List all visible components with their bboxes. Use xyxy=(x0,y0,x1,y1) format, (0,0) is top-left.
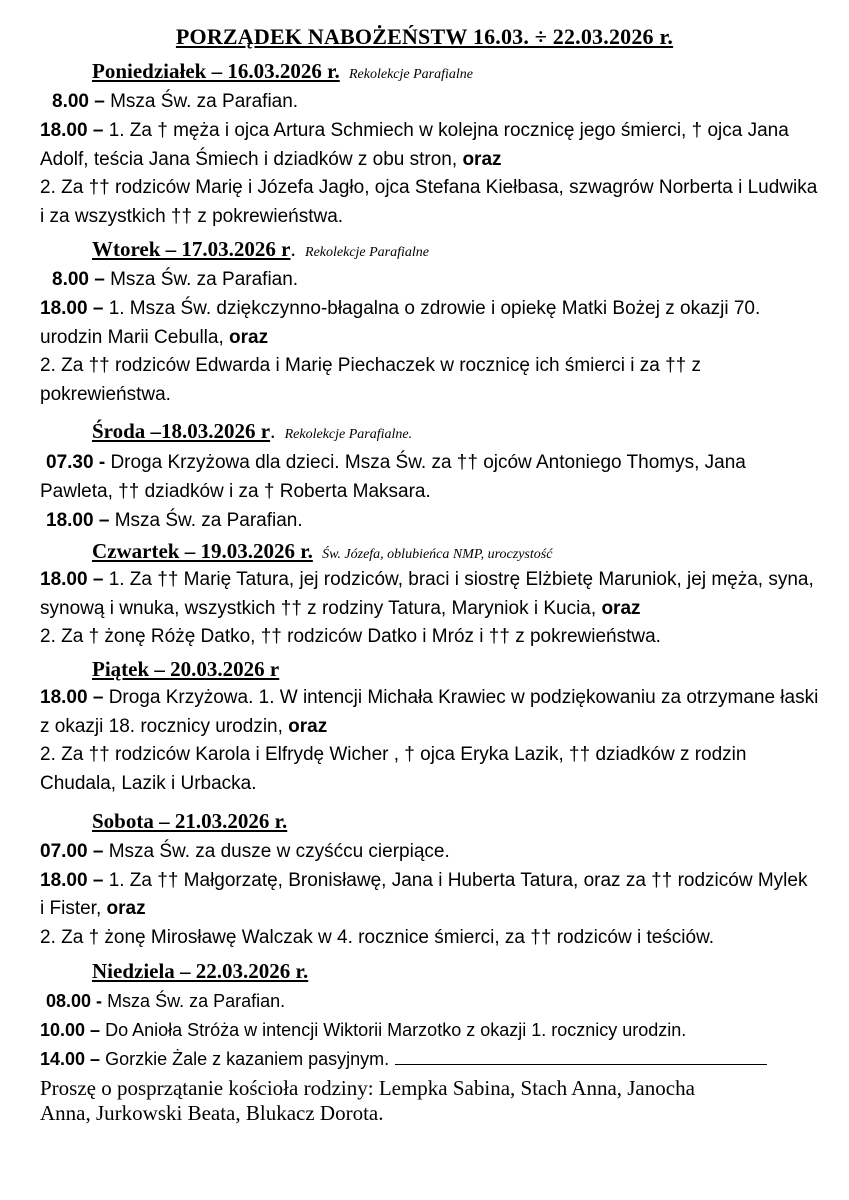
mass-intention: Msza Św. za Parafian. xyxy=(114,510,303,531)
mass-intention: Pawleta, †† dziadków i za † Roberta Maksara. xyxy=(40,481,431,502)
mass-intention: 2. Za †† rodziców Edwarda i Marię Piechaczek w rocznicę ich śmierci i za †† z xyxy=(40,355,702,376)
day-note: Rekolekcje Parafialne xyxy=(348,67,473,82)
mass-intention: Msza Św. za Parafian. xyxy=(110,269,299,290)
mass-time: 10.00 – xyxy=(40,1020,101,1040)
notice-line: Proszę o posprzątanie kościoła rodziny: Lempka Sabina, Stach Anna, Janocha xyxy=(40,1076,695,1100)
mass-intention: 1. Za †† Marię Tatura, jej rodziców, braci i siostrę Elżbietę Maruniok, jej męża, syna, xyxy=(108,569,814,590)
oraz-connector: oraz xyxy=(601,597,641,619)
mass-intention: 2. Za †† rodziców Marię i Józefa Jagło, ojca Stefana Kiełbasa, szwagrów Norberta i Ludwika xyxy=(40,177,818,198)
mass-intention: Msza Św. za dusze w czyśćcu cierpiące. xyxy=(108,841,450,862)
blank-line xyxy=(395,1048,767,1065)
day-heading-wednesday xyxy=(92,418,412,448)
oraz-connector: oraz xyxy=(462,148,502,170)
mass-intention: urodzin Marii Cebulla, xyxy=(40,326,224,348)
mass-time: 18.00 – xyxy=(40,687,104,708)
mass-entry xyxy=(40,566,820,652)
mass-time: 18.00 – xyxy=(40,298,104,319)
mass-intention: i Fister, xyxy=(40,898,102,919)
day-heading-thursday xyxy=(92,538,552,568)
page-title: PORZĄDEK NABOŻEŃSTW 16.03. ÷ 22.03.2026 r. xyxy=(175,24,674,49)
mass-intention: 1. Za †† Małgorzatę, Bronisławę, Jana i Huberta Tatura, oraz za †† rodziców Mylek xyxy=(108,869,808,891)
oraz-connector: oraz xyxy=(106,898,146,919)
mass-time: 08.00 - xyxy=(46,991,103,1011)
mass-intention: pokrewieństwa. xyxy=(40,383,171,405)
mass-entry xyxy=(52,266,832,295)
mass-intention: Droga Krzyżowa. 1. W intencji Michała Krawiec w podziękowaniu za otrzymane łaski xyxy=(108,687,819,708)
oraz-connector: oraz xyxy=(288,715,328,737)
mass-intention: Adolf, teścia Jana Śmiech i dziadków z obu stron, xyxy=(40,148,458,170)
mass-intention: Droga Krzyżowa dla dzieci. Msza Św. za †† ojców Antoniego Thomys, Jana xyxy=(110,452,746,473)
mass-time: 14.00 – xyxy=(40,1048,101,1069)
mass-intention: 1. Za † męża i ojca Artura Schmiech w kolejna rocznicę jego śmierci, † ojca Jana xyxy=(108,120,789,141)
day-name: Wtorek – 17.03.2026 r xyxy=(92,237,291,261)
mass-intention: Chudala, Lazik i Urbacka. xyxy=(40,772,257,794)
mass-intention: Gorzkie Żale z kazaniem pasyjnym. xyxy=(105,1048,390,1069)
mass-entry xyxy=(40,684,820,798)
mass-intention: 1. Msza Św. dziękczynno-błagalna o zdrowie i opiekę Matki Bożej z okazji 70. xyxy=(108,298,761,319)
mass-intention: synową i wnuka, wszystkich †† z rodziny Tatura, Maryniok i Kucia, xyxy=(40,597,597,619)
mass-time: 18.00 – xyxy=(40,569,104,590)
mass-entry xyxy=(40,838,820,952)
mass-entry xyxy=(46,987,826,1016)
day-name: Piątek – 20.03.2026 r xyxy=(92,657,280,681)
mass-entry xyxy=(40,1016,820,1073)
day-heading-saturday xyxy=(92,808,287,834)
day-name: Czwartek – 19.03.2026 r. xyxy=(92,539,313,563)
mass-intention: 2. Za †† rodziców Karola i Elfrydę Wicher , † ojca Eryka Lazik, †† dziadków z rodzin xyxy=(40,744,747,765)
day-name: Środa –18.03.2026 r xyxy=(92,419,271,443)
mass-intention: Msza Św. za Parafian. xyxy=(107,991,286,1011)
mass-intention: Do Anioła Stróża w intencji Wiktorii Marzotko z okazji 1. rocznicy urodzin. xyxy=(105,1020,687,1040)
day-name: Niedziela – 22.03.2026 r. xyxy=(92,959,309,983)
mass-time: 18.00 – xyxy=(40,120,104,141)
mass-intention: i za wszystkich †† z pokrewieństwa. xyxy=(40,205,344,227)
mass-time: 18.00 – xyxy=(46,510,110,531)
mass-entry xyxy=(46,449,826,478)
notice-line: Anna, Jurkowski Beata, Blukacz Dorota. xyxy=(40,1101,384,1125)
mass-intention: 2. Za † żonę Różę Datko, †† rodziców Datko i Mróz i †† z pokrewieństwa. xyxy=(40,626,661,647)
mass-time: 8.00 – xyxy=(52,269,105,290)
mass-intention: 2. Za † żonę Mirosławę Walczak w 4. rocznice śmierci, za †† rodziców i teściów. xyxy=(40,926,715,948)
day-heading-monday xyxy=(92,58,473,88)
mass-intention: Msza Św. za Parafian. xyxy=(110,91,299,112)
day-name: Poniedziałek – 16.03.2026 r. xyxy=(92,59,340,83)
mass-time: 07.00 – xyxy=(40,841,104,862)
day-separator: . xyxy=(290,237,296,261)
mass-time: 8.00 – xyxy=(52,91,105,112)
mass-entry-continued xyxy=(40,478,820,507)
mass-entry xyxy=(40,295,820,409)
mass-intention: z okazji 18. rocznicy urodzin, xyxy=(40,715,283,737)
day-name: Sobota – 21.03.2026 r. xyxy=(92,809,288,833)
day-note: Rekolekcje Parafialne. xyxy=(284,427,413,442)
day-separator: . xyxy=(270,419,276,443)
day-heading-sunday xyxy=(92,958,308,984)
mass-time: 18.00 – xyxy=(40,869,104,891)
mass-entry xyxy=(40,117,820,231)
day-heading-tuesday xyxy=(92,236,429,266)
cleaning-notice xyxy=(40,1076,830,1126)
mass-entry xyxy=(52,88,832,117)
day-heading-friday xyxy=(92,656,279,682)
day-note: Rekolekcje Parafialne xyxy=(305,245,430,260)
oraz-connector: oraz xyxy=(229,326,269,348)
mass-time: 07.30 - xyxy=(46,452,106,473)
mass-entry xyxy=(46,507,826,536)
day-note: Św. Józefa, oblubieńca NMP, uroczystość xyxy=(322,547,553,562)
